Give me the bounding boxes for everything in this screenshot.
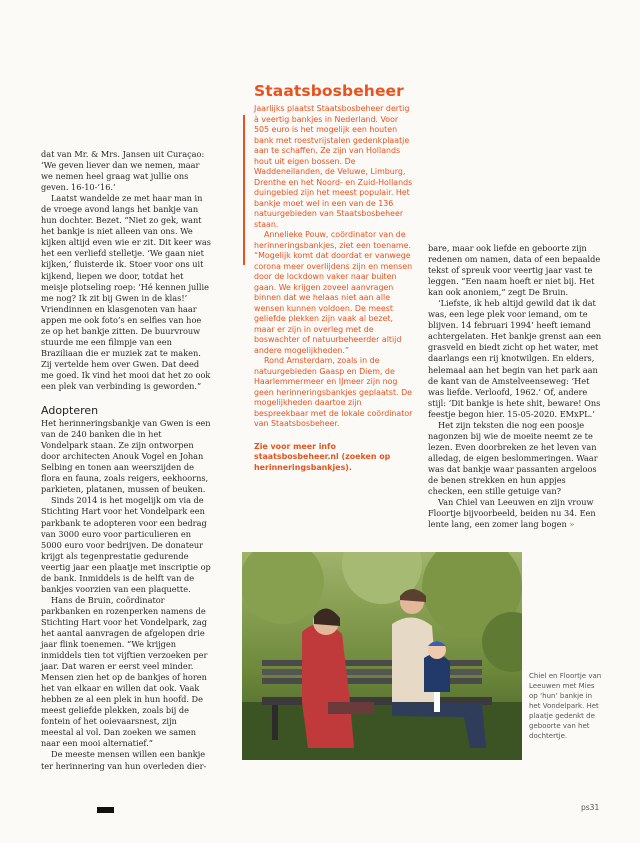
right-column bbox=[428, 243, 604, 530]
sidebar-title: Staatsbosbeheer bbox=[254, 82, 404, 100]
staatsbosbeheer-sidebar bbox=[254, 82, 414, 473]
sidebar-accent-rule bbox=[243, 115, 245, 265]
sidebar-more-info: Zie voor meer info staatsbosbeheer.nl (zoeken op herinneringsbankjes). bbox=[254, 441, 391, 472]
continue-arrow-icon: » bbox=[569, 519, 575, 530]
paragraph: dat van Mr. & Mrs. Jansen uit Curaçao: ‘We geven liever dan we nemen, maar we nemen heel graag wat jullie ons geven. 16-10-’16.’ bbox=[41, 149, 205, 193]
paragraph: ‘Liefste, ik heb altijd gewild dat ik dat was, een lege plek voor iemand, om te blijven. 14 februari 1994’ heeft iemand achtergelaten. Het bankje grenst aan een grasveld en biedt zicht op het water, met daarlangs een rij knotwilgen. En elders, helemaal aan het begin van het park aan de kant van de Amstelveenseweg: ‘Het was liefde. Verloofd, 1962.’ Of, andere stijl: ‘Dit bankje is hete shit, beware! Ons feestje begon hier. 15-05-2020. EMxPL.’ bbox=[428, 298, 602, 419]
paragraph: Laatst wandelde ze met haar man in de vroege avond langs het bankje van hun dochter. Bezet. “Niet zo gek, want het bankje is niet alleen van ons. We kijken altijd even wie er zit. Dit keer was het een verliefd stelletje. ‘We gaan niet kijken,’ fluisterde ik. Stoer voor ons uit kijkend, liepen we door, totdat het meisje plotseling roep: ‘Hé kennen jullie me nog? Ik zit bij Gwen in de klas!’ Vriendinnen en klasgenoten van haar appen me ook foto’s en selfies van hoe ze op het bankje zitten. De buurvrouw stuurde me een filmpje van een Braziliaan die er muziek zat te maken. Zij vertelde hem over Gwen. Dat deed me goed. Ik vind het mooi dat het zo ook een plek van verbinding is geworden.” bbox=[41, 193, 211, 391]
photo-caption: Chiel en Floortje van Leeuwen met Mies op ‘hun’ bankje in het Vondelpark. Het plaatje gedenkt de geboorte van het dochtertje. bbox=[529, 672, 602, 740]
photo-illustration bbox=[242, 552, 522, 760]
paragraph-text: Van Chiel van Leeuwen en zijn vrouw Floortje bijvoorbeeld, beiden nu 34. Een lente lang, een zomer lang bogen bbox=[428, 497, 596, 530]
paragraph: Hans de Bruin, coördinator parkbanken en rozenperken namens de Stichting Hart voor het Vondelpark, zag het aantal aanvragen de afgelopen drie jaar flink toenemen. “We krijgen inmiddels tien tot vijftien verzoeken per jaar. Dat waren er eerst veel minder. Mensen zien het op de bankjes of horen het van elkaar en willen dat ook. Vaak hebben ze al een plek in hun hoofd. De meest geliefde plekken, zoals bij de fontein of het ooievaarsnest, zijn meestal al vol. Dan zoeken we samen naar een mooi alternatief.” bbox=[41, 594, 208, 749]
paragraph-last bbox=[428, 497, 604, 530]
paragraph: De meeste mensen willen een bankje ter herinnering van hun overleden dier- bbox=[41, 749, 207, 771]
page-number: ps31 bbox=[581, 803, 600, 812]
left-column bbox=[41, 149, 211, 772]
paragraph: Het herinneringsbankje van Gwen is een van de 240 banken die in het Vondelpark staan. Ze zijn ontworpen door architecten Anouk Vogel en Johan Selbing en tonen aan weerszijden de flora en fauna, zoals reigers, eekhoorns, parkieten, platanen, mussen of beuken. bbox=[41, 418, 211, 495]
sidebar-paragraph: Jaarlijks plaatst Staatsbosbeheer dertig à veertig bankjes in Nederland. Voor 505 euro is het mogelijk een houten bank met roestvrijstalen gedenkplaatje aan te schaffen. Ze zijn van Hollands hout uit eigen bossen. De Waddeneilanden, de Veluwe, Limburg, Drenthe en het Noord- en Zuid-Hollands duingebied zijn het meest populair. Het bankje moet wel in een van de 136 natuurgebieden van Staatsbosbeheer staan. bbox=[254, 104, 413, 229]
sidebar-paragraph: Annelieke Pouw, coördinator van de herinneringsbankjes, ziet een toename. “Mogelijk komt dat doordat er vanwege corona meer overlijdens zijn en mensen door de lockdown vaker naar buiten gaan. We krijgen zoveel aanvragen binnen dat we helaas niet aan alle wensen kunnen voldoen. De meest geliefde plekken zijn vaak al bezet, maar er zijn in overleg met de boswachter of natuurbeheerder altijd andere mogelijkheden.” bbox=[254, 230, 413, 355]
park-bench-photo bbox=[242, 552, 522, 760]
paragraph: Sinds 2014 is het mogelijk om via de Stichting Hart voor het Vondelpark een parkbank te adopteren voor een bedrag van 3000 euro voor particulieren en 5000 euro voor bedrijven. De donateur krijgt als tegenprestatie gedurende veertig jaar een plaatje met inscriptie op de bank. Inmiddels is de helft van de bankjes voorzien van een plaquette. bbox=[41, 495, 211, 594]
paragraph: Het zijn teksten die nog een poosje nagonzen bij wie de moeite neemt ze te lezen. Even doorbreken ze het leven van alledag, de eigen beslommeringen. Waar was dat bankje waar passanten argeloos de benen strekken en hun appjes checken, een stille getuige van? bbox=[428, 419, 598, 497]
paragraph: bare, maar ook liefde en geboorte zijn redenen om namen, data of een bepaalde tekst of spreuk voor veertig jaar vast te leggen. “Een naam hoeft er niet bij. Het kan ook anoniem,” zegt De Bruin. bbox=[428, 243, 601, 298]
sidebar-paragraph: Rond Amsterdam, zoals in de natuurgebieden Gaasp en Diem, de Haarlemmermeer en IJmeer zijn nog geen herinneringsbankjes geplaatst. De mogelijkheden daartoe zijn bespreekbaar met de lokale coördinator van Staatsbosbeheer. bbox=[254, 356, 413, 428]
footer-bar bbox=[97, 807, 114, 813]
section-heading: Adopteren bbox=[41, 404, 99, 418]
